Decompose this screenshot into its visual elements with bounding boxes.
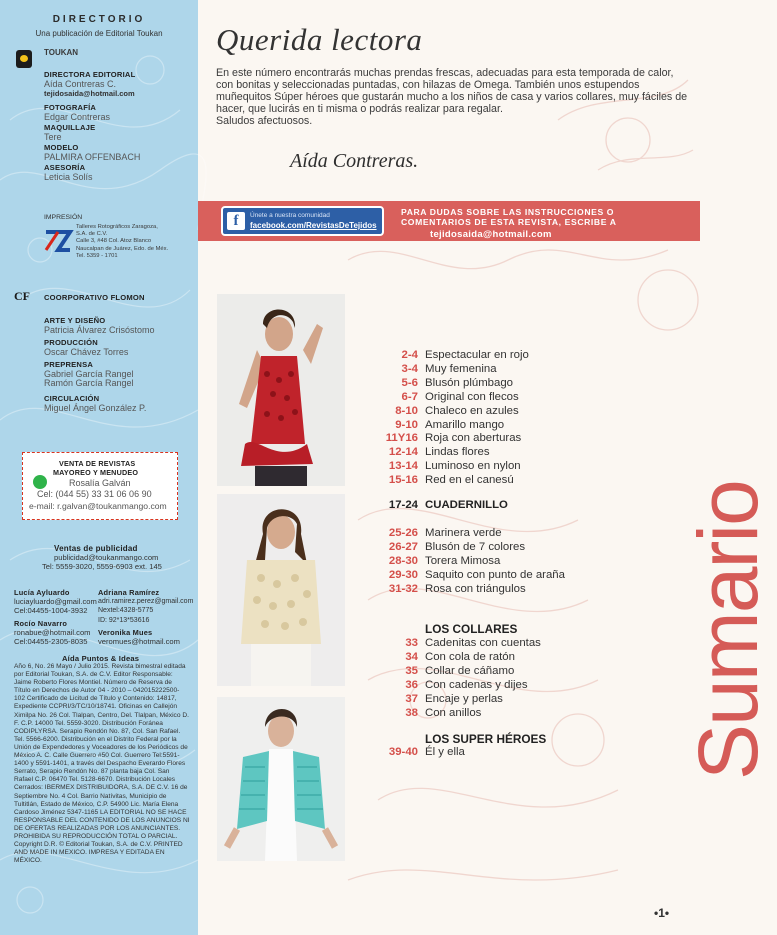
sales-name: Rosalía Galván	[69, 478, 131, 488]
toc-entry[interactable]	[376, 391, 596, 405]
toc-entry[interactable]	[376, 527, 596, 541]
staff-advisory	[44, 163, 194, 182]
intro-paragraph	[216, 68, 688, 128]
ads-block	[42, 544, 194, 572]
toc-title: Él y ella	[425, 746, 465, 758]
contact-email[interactable]: luciayluardo@gmail.com	[14, 597, 97, 607]
toc-entry[interactable]	[376, 419, 596, 433]
address-line: Naucalpan de Juárez, Edo. de Méx.	[76, 245, 169, 252]
role-label: ARTE Y DISEÑO	[44, 316, 106, 325]
staff-production	[44, 338, 194, 357]
role-label: FOTOGRAFÍA	[44, 103, 97, 112]
contact-name: Adriana Ramírez	[98, 588, 160, 597]
turquoise-shrug-photo	[217, 697, 345, 861]
staff-design	[44, 316, 194, 335]
toc-entry[interactable]	[376, 405, 596, 419]
toc-pages: 9-10	[395, 418, 418, 431]
main-content	[198, 0, 775, 935]
editor-email: tejidosaida@hotmail.com	[44, 89, 135, 98]
sales-phone: Cel: (044 55) 33 31 06 06 90	[37, 489, 152, 499]
person-name: Gabriel García Rangel	[44, 368, 134, 379]
staff-circulation	[44, 394, 194, 413]
toc-entry[interactable]	[376, 569, 596, 583]
banner-line-1: PARA DUDAS SOBRE LAS INSTRUCCIONES O	[401, 207, 615, 217]
toc-entry[interactable]	[376, 541, 596, 555]
toc-pages: 5-6	[401, 376, 418, 389]
toc-pages: 39-40	[388, 746, 418, 758]
staff-prepress	[44, 360, 194, 389]
toc-entry[interactable]	[376, 499, 596, 513]
toc-title: Con anillos	[425, 706, 482, 719]
toc-title: Con cola de ratón	[425, 650, 515, 663]
toc-title: Collar de cáñamo	[425, 664, 515, 677]
directory-subtitle: Una publicación de Editorial Toukan	[35, 29, 163, 38]
contact-name: Lucía Ayluardo	[14, 588, 70, 597]
toc-title: Red en el canesú	[425, 474, 514, 487]
toc-pages: 34	[405, 650, 418, 663]
person-name: Leticia Solís	[44, 171, 93, 182]
person-name: Oscar Chávez Torres	[44, 346, 129, 357]
toc-title: Chaleco en azules	[425, 404, 519, 417]
address-line: S.A. de C.V.	[76, 231, 108, 238]
red-top-photo	[217, 294, 345, 486]
toc-entry[interactable]	[376, 637, 596, 651]
toc-entry[interactable]	[376, 679, 596, 693]
toc-pages: 29-30	[388, 568, 418, 581]
person-name: Edgar Contreras	[44, 111, 111, 122]
toc-pages: 12-14	[388, 446, 418, 459]
toc-pages: 13-14	[388, 460, 418, 473]
contact-email[interactable]: veromues@hotmail.com	[98, 637, 180, 647]
toc-pages: 11Y16	[385, 432, 418, 445]
toc-entry[interactable]	[376, 377, 596, 391]
toc-title: Cadenitas con cuentas	[425, 637, 541, 649]
staff-makeup	[44, 123, 194, 142]
role-label: MAQUILLAJE	[44, 123, 96, 132]
legal-text: Año 6, No. 26 Mayo / Julio 2015. Revista bimestral editada por Editorial Toukan, S.A. de C.V. Editor Responsable: Jaime Roberto Flores Montiel. Número de Reserva de Título en Derechos de Autor 04 - 2010 – 042015222500-102 Certificado de Licitud de Título y Contenido: 14817, Expediente CCPRI/3/TC/10/18741. Oficinas en Callejón Ximilpa No. 26 Col. Tlalpan, Centro, Del. Tlalpan, México D. F. C.P. 14000 Tel. 5559-3020. Distribución Foránea CODIPLYRSA. Serapio Rendón No. 87, Col. San Rafael. Tel. 5566-6200. Distribución en el Distrito Federal por la Unión de Expendedores y Voceadores de los Periódicos de México A. C. Calle Guerrero #50 Col. Guerrero Tel:5591-1400 y 5591-1401, a través del Despacho Everardo Flores Serrato, Serapio Rendón No. 87 planta baja Col. San Rafael C.P. 06470 Tel. 5128-6670. Distribución Locales Cerrados: IBERMEX DISTRIBUIDORA, S.A. DE C.V. 16 de Septiembre No. 4 Col. Barrio Natívitas, Municipio de Tultitlán, Estado de México, C.P. 54900 Lic. María Elena Cardoso Jiménez 5347-1165 LA EDITORIAL NO SE HACE RESPONSABLE DEL CONTENIDO DE LOS ANUNCIOS NI DE OFERTAS REALIZADAS POR LOS ANUNCIANTES. PROHIBIDA SU REPRODUCCIÓN TOTAL O PARCIAL. Copyright D.R. © Editorial Toukan, S.A. de C.V. PRINTED AND MADE IN MEXICO. IMPRESA Y EDITADA EN MÉXICO.	[14, 663, 190, 865]
toc-pages: 15-16	[388, 474, 418, 487]
toc-entry[interactable]	[376, 555, 596, 569]
contact-name: Rocío Navarro	[14, 619, 68, 628]
contact-email[interactable]: ronabue@hotmail.com	[14, 628, 91, 638]
toc-entry[interactable]	[376, 693, 596, 707]
directory-sidebar	[0, 0, 198, 935]
contact-card	[98, 588, 196, 625]
printer-logo-icon	[44, 228, 72, 254]
sales-title-1: VENTA DE REVISTAS	[59, 459, 136, 468]
toc-entry[interactable]	[376, 665, 596, 679]
staff-model	[44, 143, 194, 162]
facebook-link[interactable]	[221, 206, 384, 236]
toc-title: Original con flecos	[425, 390, 519, 403]
toc-title: Con cadenas y dijes	[425, 678, 528, 691]
toc-title: Espectacular en rojo	[425, 349, 529, 361]
person-name: Patricia Álvarez Crisóstomo	[44, 324, 155, 335]
ads-title: Ventas de publicidad	[54, 544, 138, 553]
contact-banner	[198, 201, 700, 241]
toc-title: Rosa con triángulos	[425, 582, 526, 595]
role-label: ASESORÍA	[44, 163, 86, 172]
toc-pages: 25-26	[388, 527, 418, 539]
toukan-logo-icon	[16, 50, 32, 68]
toc-pages: 28-30	[388, 554, 418, 567]
toc-entry[interactable]	[376, 707, 596, 721]
toc-title: Encaje y perlas	[425, 692, 503, 705]
contact-card	[14, 588, 99, 616]
address-line: Tel. 5359 - 1701	[76, 252, 118, 259]
role-label: PREPRENSA	[44, 360, 94, 369]
person-name: PALMIRA OFFENBACH	[44, 151, 141, 162]
staff-editorial	[44, 70, 194, 99]
toc-entry[interactable]	[376, 349, 596, 363]
directory-title: DIRECTORIO	[52, 14, 146, 25]
toc-entry[interactable]	[376, 746, 596, 760]
staff-photo	[44, 103, 194, 122]
toc-pages: 37	[405, 692, 418, 705]
address-line: Talleres Rotográficos Zaragoza,	[76, 224, 158, 230]
toc-pages: 35	[405, 664, 418, 677]
toc-entry[interactable]	[376, 446, 596, 460]
person-name: Tere	[44, 131, 62, 142]
person-name: Miguel Ángel González P.	[44, 402, 147, 413]
cream-top-photo	[217, 494, 345, 686]
role-label: DIRECTORA EDITORIAL	[44, 70, 136, 79]
role-label: MODELO	[44, 143, 79, 152]
publisher-name: TOUKAN	[44, 48, 79, 57]
contact-name: Veronika Mues	[98, 628, 153, 637]
cf-logo: CF	[14, 289, 30, 303]
toc-title: Blusón plúmbago	[425, 376, 514, 389]
toc-entry[interactable]	[376, 474, 596, 488]
sumario-title	[628, 350, 775, 810]
role-label: PRODUCCIÓN	[44, 338, 98, 347]
person-name: Aída Contreras C.	[44, 78, 117, 89]
toc-title: Torera Mimosa	[425, 554, 501, 567]
contact-phone: Nextel:4328-5775	[98, 607, 154, 615]
toc-entry[interactable]	[376, 583, 596, 597]
whatsapp-icon	[33, 475, 47, 489]
toc-title: Blusón de 7 colores	[425, 540, 526, 553]
sales-box	[22, 452, 178, 520]
banner-email[interactable]: tejidosaida@hotmail.com	[430, 229, 552, 240]
toc-pages: 2-4	[401, 349, 418, 361]
contact-card	[14, 619, 99, 647]
legal-title: Aída Puntos & Ideas	[62, 654, 140, 663]
toc-title: CUADERNILLO	[425, 499, 508, 511]
toc-title: Marinera verde	[425, 527, 502, 539]
role-label: CIRCULACIÓN	[44, 394, 100, 403]
heroes-heading: LOS SUPER HÉROES	[425, 732, 547, 746]
toc-pages: 33	[405, 637, 418, 649]
collares-heading: LOS COLLARES	[425, 622, 518, 636]
ads-email[interactable]: publicidad@toukanmango.com	[54, 553, 159, 562]
toc-pages: 3-4	[401, 362, 418, 375]
banner-message	[401, 207, 671, 227]
toc-title: Luminoso en nylon	[425, 460, 521, 473]
contact-card	[98, 628, 196, 646]
sales-email[interactable]: e-mail: r.galvan@toukanmango.com	[29, 501, 167, 511]
printing-address	[76, 224, 196, 260]
toc-title: Roja con aberturas	[425, 432, 522, 445]
address-line: Calle 3, #48 Col. Atoz Blanco	[76, 238, 152, 245]
ads-phone: Tel: 5559-3020, 5559-6903 ext. 145	[42, 562, 162, 572]
toc-title: Saquito con punto de araña	[425, 568, 565, 581]
toc-pages: 36	[405, 678, 418, 691]
contact-email[interactable]: adri.ramirez.perez@gmail.com	[98, 598, 194, 606]
toc-title: Lindas flores	[425, 446, 490, 459]
page-number: •1•	[654, 906, 670, 920]
corporate-title: COORPORATIVO FLOMON	[44, 293, 145, 302]
facebook-url[interactable]: facebook.com/RevistasDeTejidos	[250, 221, 377, 230]
contact-phone: Cel:04455-1004-3932	[14, 606, 88, 616]
intro-text: En este número encontrarás muchas prendas frescas, adecuadas para esta temporada de calor, con bonitas y seleccionadas puntadas, con hilazas de Omega. También unos estupendos muñequitos Súper héroes que gustarán mucho a los niños de casa y varios collares, muy fáciles de hacer, que lucirás en ti misma o podrás realizar para regalar.	[216, 67, 688, 115]
toc-title: Muy femenina	[425, 362, 497, 375]
sales-title-2: MAYOREO Y MENUDEO	[53, 468, 139, 477]
intro-closing: Saludos afectuosos.	[216, 114, 313, 127]
contact-id: ID: 92*13*53616	[98, 616, 150, 624]
contact-phone: Cel:04455-2305-8035	[14, 637, 88, 647]
facebook-icon: f	[227, 212, 245, 230]
banner-line-2: COMENTARIOS DE ESTA REVISTA, ESCRIBE A	[401, 217, 617, 227]
toc-pages: 6-7	[401, 390, 418, 403]
printing-label: IMPRESIÓN	[44, 214, 83, 221]
toc-entry[interactable]	[376, 460, 596, 474]
toc-pages: 8-10	[395, 404, 418, 417]
toc-pages: 17-24	[388, 499, 418, 511]
toc-entry[interactable]	[376, 651, 596, 665]
sumario-text: Sumario	[681, 481, 775, 780]
editor-signature: Aída Contreras.	[290, 150, 419, 172]
greeting-heading: Querida lectora	[216, 22, 423, 57]
toc-pages: 31-32	[388, 582, 418, 595]
toc-title: Amarillo mango	[425, 418, 505, 431]
toc-entry[interactable]	[376, 432, 596, 446]
facebook-caption: Únete a nuestra comunidad	[250, 212, 330, 219]
person-name: Ramón García Rangel	[44, 378, 134, 388]
toc-pages: 38	[405, 706, 418, 719]
toc-pages: 26-27	[388, 540, 418, 553]
toc-entry[interactable]	[376, 363, 596, 377]
